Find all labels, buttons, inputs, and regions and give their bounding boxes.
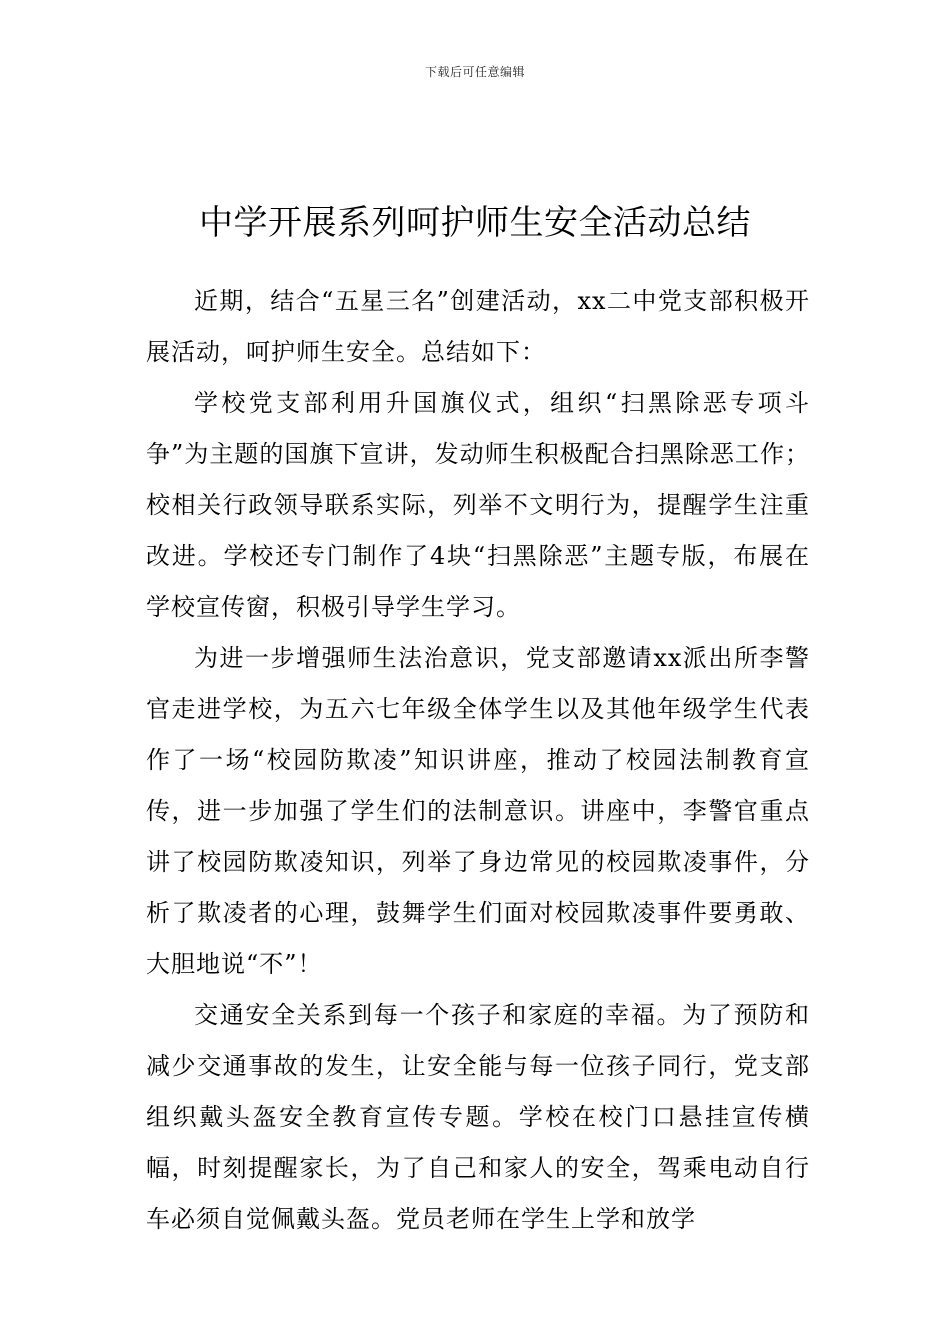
paragraph-intro: 近期，结合“五星三名”创建活动，xx二中党支部积极开展活动，呵护师生安全。总结如下： xyxy=(146,287,810,366)
paragraph-traffic-safety: 交通安全关系到每一个孩子和家庭的幸福。为了预防和减少交通事故的发生，让安全能与每一位孩子同行，党支部组织戴头盔安全教育宣传专题。学校在校门口悬挂宣传横幅，时刻提醒家长，为了自己和家人的安全，驾乘电动自行车必须自觉佩戴头盔。党员老师在学生上学和放学 xyxy=(146,1001,810,1233)
document-body xyxy=(146,276,810,1245)
header-note: 下载后可任意编辑 xyxy=(424,65,525,79)
paragraph-anti-bullying: 为进一步增强师生法治意识，党支部邀请xx派出所李警官走进学校，为五六七年级全体学生以及其他年级学生代表作了一场“校园防欺凌”知识讲座，推动了校园法制教育宣传，进一步加强了学生们的法制意识。讲座中，李警官重点讲了校园防欺凌知识，列举了身边常见的校园欺凌事件，分析了欺凌者的心理，鼓舞学生们面对校园欺凌事件要勇敢、大胆地说“不”！ xyxy=(146,644,810,978)
paragraph-anti-crime: 学校党支部利用升国旗仪式，组织“扫黑除恶专项斗争”为主题的国旗下宣讲，发动师生积极配合扫黑除恶工作；校相关行政领导联系实际，列举不文明行为，提醒学生注重改进。学校还专门制作了4块“扫黑除恶”主题专版，布展在学校宣传窗，积极引导学生学习。 xyxy=(146,389,810,621)
document-title: 中学开展系列呵护师生安全活动总结 xyxy=(199,202,751,243)
